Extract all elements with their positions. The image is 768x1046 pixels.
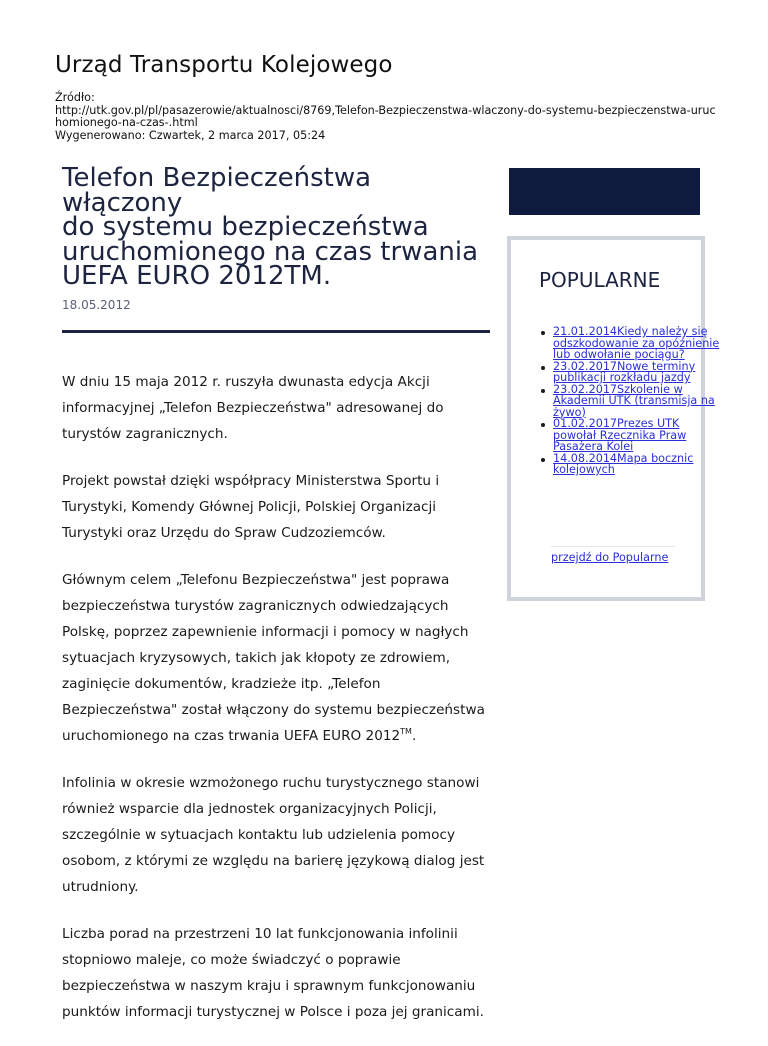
list-item [553, 453, 723, 476]
list-item [553, 384, 723, 419]
popular-list [523, 326, 723, 476]
source-label: Źródło: [55, 91, 95, 104]
popular-link[interactable]: 14.08.2014Mapa bocznic kolejowych [553, 451, 694, 476]
title-divider [62, 330, 490, 333]
popular-link[interactable]: 23.02.2017Szkolenie w Akademii UTK (transmisja na żywo) [553, 382, 715, 419]
sidebar-banner [509, 168, 700, 215]
paragraph-end: . [411, 728, 417, 744]
article-date: 18.05.2012 [62, 298, 131, 312]
popular-link[interactable]: 21.01.2014Kiedy należy się odszkodowanie za opóźnienie lub odwołanie pociągu? [553, 325, 720, 361]
paragraph: Liczba porad na przestrzeni 10 lat funkcjonowania infolinii stopniowo maleje, co może świadczyć o poprawie bezpieczeństwa w naszym kraju i sprawnym funkcjonowaniu punktów informacji turystycznej w Polsce i poza jej granicami. [62, 926, 484, 1020]
popular-box [507, 236, 720, 601]
article-title [62, 163, 492, 291]
paragraph [62, 567, 492, 749]
popular-heading: POPULARNE [539, 268, 661, 292]
paragraph: Projekt powstał dzięki współpracy Ministerstwa Sportu i Turystyki, Komendy Głównej Policji, Polskiej Organizacji Turystyki oraz Urzędu do Spraw Cudzoziemców. [62, 473, 440, 541]
popular-link[interactable]: 23.02.2017Nowe terminy publikacji rozkładu jazdy [553, 359, 696, 384]
paragraph-text: Głównym celem „Telefonu Bezpieczeństwa" jest poprawa bezpieczeństwa turystów zagranicznych odwiedzających Polskę, poprzez zapewnienie informacji i pomocy w nagłych sytuacjach kryzysowych, takich jak kłopoty ze zdrowiem, zaginięcie dokumentów, kradzieże itp. „Telefon Bezpieczeństwa" został włączony do systemu bezpieczeństwa uruchomionego na czas trwania UEFA EURO 2012 [62, 572, 485, 744]
paragraph: W dniu 15 maja 2012 r. ruszyła dwunasta edycja Akcji informacyjnej „Telefon Bezpieczeństwa" adresowanej do turystów zagranicznych. [62, 374, 444, 442]
article-title-line: do systemu bezpieczeństwa [62, 212, 429, 242]
popular-link[interactable]: 01.02.2017Prezes UTK powołał Rzecznika Praw Pasażera Kolei [553, 417, 687, 453]
article-body [62, 369, 492, 1046]
paragraph: Infolinia w okresie wzmożonego ruchu turystycznego stanowi również wsparcie dla jednostek organizacyjnych Policji, szczególnie w sytuacjach kontaktu lub udzielenia pomocy osobom, z którymi ze względu na barierę językową dialog jest utrudniony. [62, 775, 485, 895]
trademark-mark: TM [400, 727, 412, 736]
source-info [55, 92, 735, 142]
article-title-line: UEFA EURO 2012TM. [62, 261, 332, 291]
source-url-line-1: http://utk.gov.pl/pl/pasazerowie/aktualnosci/8769,Telefon-Bezpieczenstwa-wlaczony-do-systemu-bezpieczenstwa-uruc [55, 103, 716, 117]
list-item [553, 418, 723, 453]
generated-timestamp: Wygenerowano: Czwartek, 2 marca 2017, 05:24 [55, 128, 326, 142]
list-item [553, 361, 723, 384]
list-item [553, 326, 723, 361]
site-title: Urząd Transportu Kolejowego [55, 52, 393, 78]
source-url-line-2: homionego-na-czas-.html [55, 116, 198, 130]
article-title-line: uruchomionego na czas trwania [62, 236, 479, 267]
more-popular-link[interactable]: przejdź do Popularne [551, 546, 675, 564]
article-title-line: Telefon Bezpieczeństwa włączony [62, 163, 372, 218]
